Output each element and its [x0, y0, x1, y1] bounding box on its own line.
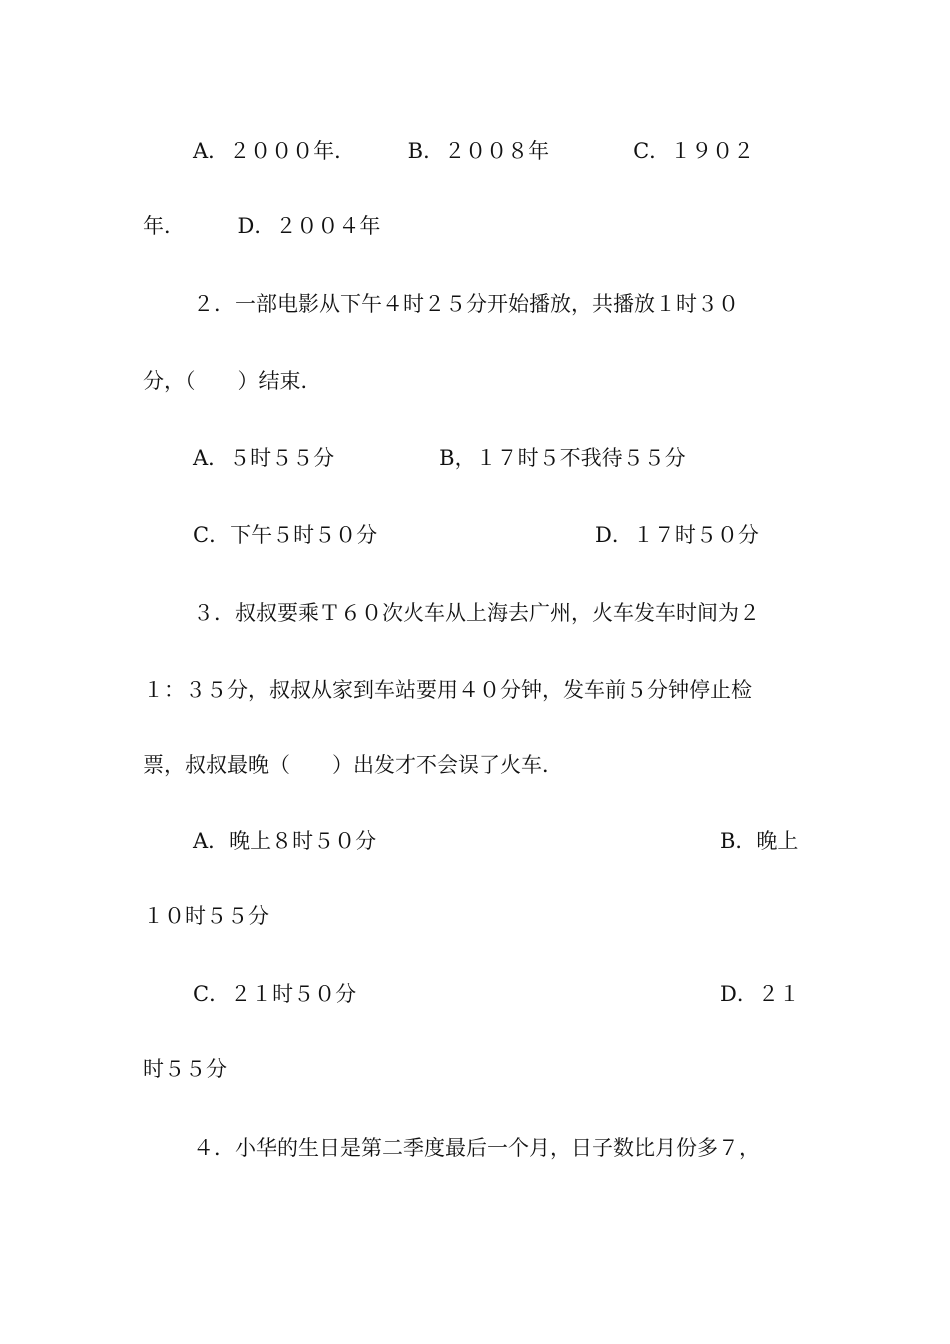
q2-stem-line-1: ２．一部电影从下午４时２５分开始播放，共播放１时３０ [193, 292, 739, 316]
q2-option-c: C．下午５时５０分 [193, 523, 378, 547]
q2-options-a-b: A．５时５５分 B，１７时５不我待５５分 [193, 446, 686, 470]
q3-option-d-cont: 时５５分 [143, 1057, 227, 1081]
q3-option-a: A．晚上８时５０分 [193, 829, 377, 853]
q3-option-b-cont: １０时５５分 [143, 904, 269, 928]
q1-options-line: A．２０００年． B．２００８年 C．１９０２ [193, 139, 755, 163]
q4-stem-line-1: ４．小华的生日是第二季度最后一个月，日子数比月份多７， [193, 1136, 760, 1160]
q3-stem-line-1: ３．叔叔要乘Ｔ６０次火车从上海去广州，火车发车时间为２ [193, 601, 760, 625]
q3-option-d: D．２１ [720, 982, 800, 1006]
q3-option-c: C．２１时５０分 [193, 982, 357, 1006]
q2-stem-line-2: 分，（ ）结束． [143, 369, 322, 393]
q3-option-b: B．晚上 [720, 829, 799, 853]
q2-option-d: D．１７时５０分 [595, 523, 759, 547]
q1-options-line-cont: 年． D．２００４年 [143, 214, 381, 238]
q3-stem-line-2: １：３５分，叔叔从家到车站要用４０分钟，发车前５分钟停止检 [143, 678, 752, 702]
q3-stem-line-3: 票，叔叔最晚（ ）出发才不会误了火车． [143, 753, 563, 777]
